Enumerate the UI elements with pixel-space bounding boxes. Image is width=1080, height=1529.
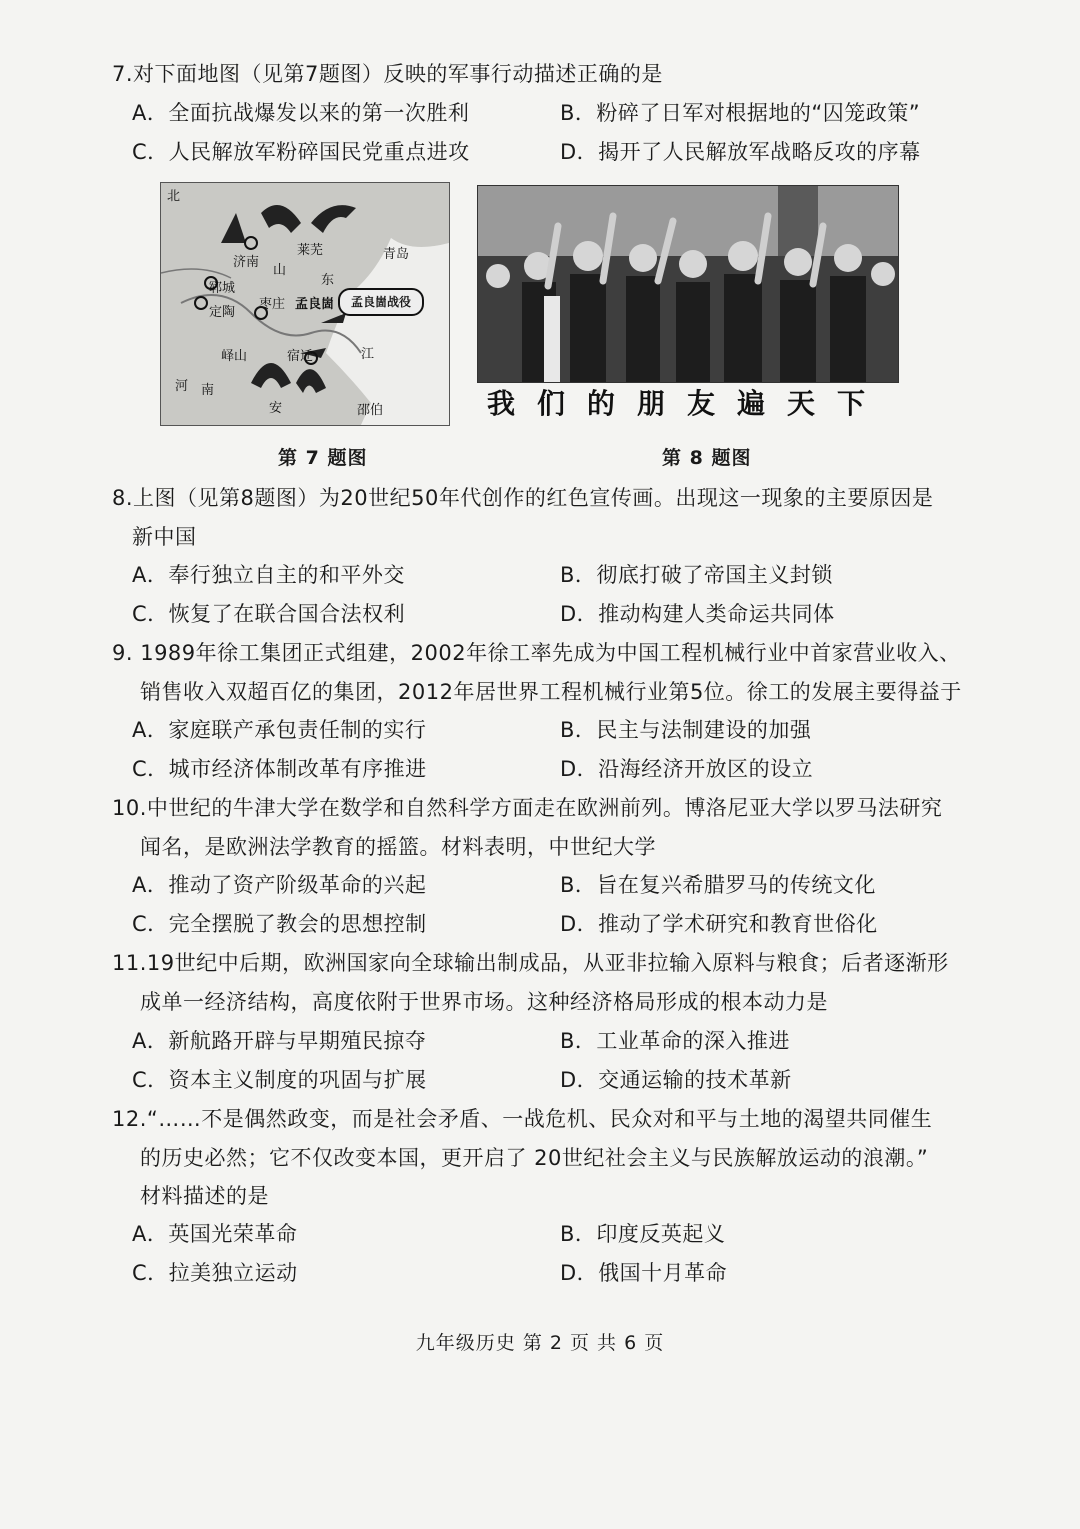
q8-option-d: D．推动构建人类命运共同体: [560, 602, 835, 626]
map-label-3: 青岛: [383, 247, 410, 262]
q12-option-b: B．印度反英起义: [560, 1222, 726, 1246]
q12-option-d: D．俄国十月革命: [560, 1261, 728, 1285]
map-label-5: 东: [321, 273, 335, 288]
q9-option-b: B．民主与法制建设的加强: [560, 718, 812, 742]
map-label-15: 安: [269, 401, 283, 416]
q11-stem-line2: 成单一经济结构，高度依附于世界市场。这种经济格局形成的根本动力是: [140, 990, 828, 1014]
map-label-12: 江: [361, 347, 375, 362]
q11-option-d: D．交通运输的技术革新: [560, 1068, 792, 1092]
q10-option-b: B．旨在复兴希腊罗马的传统文化: [560, 873, 876, 897]
battle-label: 孟良崮战役: [338, 288, 424, 316]
q9-option-a: A．家庭联产承包责任制的实行: [132, 718, 427, 742]
figure-8-caption: 第 8 题图: [662, 447, 752, 469]
q8-stem-line2: 新中国: [132, 525, 197, 549]
q11-option-a: A．新航路开辟与早期殖民掠夺: [132, 1029, 427, 1053]
propaganda-poster-figure: [477, 185, 899, 383]
map-label-7: 枣庄: [259, 297, 286, 312]
q8-option-a: A．奉行独立自主的和平外交: [132, 563, 405, 587]
map-label-9: 孟良崮: [295, 297, 335, 312]
map-label-1: 济南: [233, 255, 260, 270]
q11-option-b: B．工业革命的深入推进: [560, 1029, 790, 1053]
q8-option-b: B．彻底打破了帝国主义封锁: [560, 563, 833, 587]
q10-option-a: A．推动了资产阶级革命的兴起: [132, 873, 427, 897]
page-footer: 九年级历史 第 2 页 共 6 页: [415, 1332, 665, 1354]
crowd-photo-drawing: [478, 186, 898, 382]
map-label-0: 北: [167, 189, 181, 204]
q12-stem-line2: 的历史必然；它不仅改变本国，更开启了 20世纪社会主义与民族解放运动的浪潮。”: [140, 1146, 929, 1170]
map-label-16: 邵伯: [357, 403, 384, 418]
figure-7-caption: 第 7 题图: [278, 447, 368, 469]
q7-option-d: D．揭开了人民解放军战略反攻的序幕: [560, 140, 921, 164]
q12-option-a: A．英国光荣革命: [132, 1222, 298, 1246]
q9-stem-line2: 销售收入双超百亿的集团，2012年居世界工程机械行业第5位。徐工的发展主要得益于: [140, 680, 962, 704]
q11-option-c: C．资本主义制度的巩固与扩展: [132, 1068, 427, 1092]
q7-stem: 7.对下面地图（见第7题图）反映的军事行动描述正确的是: [112, 62, 663, 86]
q8-option-c: C．恢复了在联合国合法权利: [132, 602, 406, 626]
q7-option-a: A．全面抗战爆发以来的第一次胜利: [132, 101, 470, 125]
poster-banner-text: 我们的朋友遍天下: [486, 387, 887, 420]
q10-option-c: C．完全摆脱了教会的思想控制: [132, 912, 427, 936]
q7-option-b: B．粉碎了日军对根据地的“囚笼政策”: [560, 101, 921, 125]
q9-stem-line1: 9. 1989年徐工集团正式组建，2002年徐工率先成为中国工程机械行业中首家营业收入、: [112, 641, 961, 665]
map-label-2: 莱芜: [297, 243, 324, 258]
map-label-14: 南: [201, 383, 215, 398]
q10-stem-line2: 闻名，是欧洲法学教育的摇篮。材料表明，中世纪大学: [140, 835, 656, 859]
map-label-13: 河: [175, 379, 189, 394]
map-label-6: 郓城: [209, 281, 236, 296]
q12-stem-line1: 12.“……不是偶然政变，而是社会矛盾、一战危机、民众对和平与土地的渴望共同催生: [112, 1107, 933, 1131]
q10-stem-line1: 10.中世纪的牛津大学在数学和自然科学方面走在欧洲前列。博洛尼亚大学以罗马法研究: [112, 796, 943, 820]
q12-stem-line3: 材料描述的是: [140, 1184, 269, 1208]
map-label-8: 定陶: [209, 305, 236, 320]
q8-stem-line1: 8.上图（见第8题图）为20世纪50年代创作的红色宣传画。出现这一现象的主要原因是: [112, 486, 934, 510]
map-label-11: 宿迁: [287, 349, 314, 364]
q9-option-c: C．城市经济体制改革有序推进: [132, 757, 427, 781]
q9-option-d: D．沿海经济开放区的设立: [560, 757, 814, 781]
map-label-4: 山: [273, 263, 287, 278]
q7-option-c: C．人民解放军粉碎国民党重点进攻: [132, 140, 470, 164]
q12-option-c: C．拉美独立运动: [132, 1261, 298, 1285]
q10-option-d: D．推动了学术研究和教育世俗化: [560, 912, 878, 936]
q11-stem-line1: 11.19世纪中后期，欧洲国家向全球输出制成品，从亚非拉输入原料与粮食；后者逐渐形: [112, 951, 949, 975]
map-label-10: 峄山: [221, 349, 248, 364]
